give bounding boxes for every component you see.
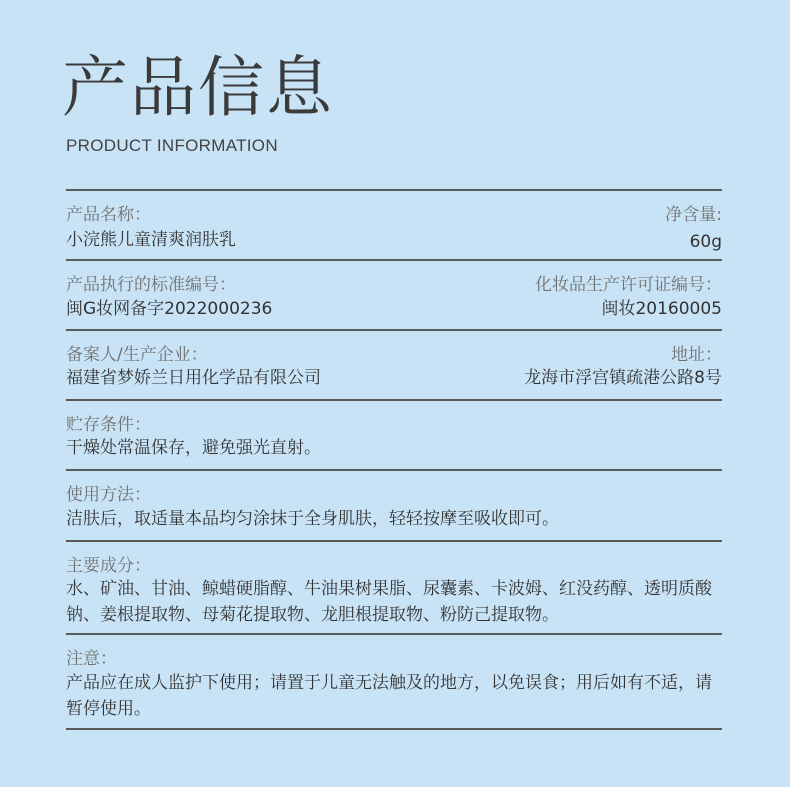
divider xyxy=(66,259,722,261)
address-value: 龙海市浮宫镇疏港公路8号 xyxy=(524,368,722,388)
license-no-label: 化妆品生产许可证编号： xyxy=(535,275,722,295)
page-subtitle: PRODUCT INFORMATION xyxy=(66,136,278,155)
usage-value: 洁肤后，取适量本品均匀涂抹于全身肌肤，轻轻按摩至吸收即可。 xyxy=(66,509,559,529)
ingredients-label: 主要成分： xyxy=(66,556,151,576)
notice-label: 注意： xyxy=(66,649,117,669)
divider xyxy=(66,399,722,401)
company-value: 福建省梦娇兰日用化学品有限公司 xyxy=(66,368,321,388)
product-name-label: 产品名称： xyxy=(66,205,151,225)
page-title: 产品信息 xyxy=(62,49,334,126)
notice-value: 产品应在成人监护下使用；请置于儿童无法触及的地方，以免误食；用后如有不适，请暂停使用。 xyxy=(66,673,712,719)
divider xyxy=(66,540,722,542)
net-content-value: 60g xyxy=(689,232,722,252)
usage-label: 使用方法： xyxy=(66,485,151,505)
divider xyxy=(66,189,722,191)
ingredients-value: 水、矿油、甘油、鲸蜡硬脂醇、牛油果树果脂、尿囊素、卡波姆、红没药醇、透明质酸钠、姜根提取物、母菊花提取物、龙胆根提取物、粉防己提取物。 xyxy=(66,579,712,625)
standard-no-value: 闽G妆网备字2022000236 xyxy=(66,299,273,319)
divider xyxy=(66,329,722,331)
divider xyxy=(66,633,722,635)
product-name-value: 小浣熊儿童清爽润肤乳 xyxy=(66,230,236,250)
divider xyxy=(66,728,722,730)
license-no-value: 闽妆20160005 xyxy=(601,299,722,319)
company-label: 备案人/生产企业： xyxy=(66,345,208,365)
divider xyxy=(66,469,722,471)
storage-value: 干燥处常温保存，避免强光直射。 xyxy=(66,438,321,458)
storage-label: 贮存条件： xyxy=(66,415,151,435)
address-label: 地址： xyxy=(671,345,722,365)
standard-no-label: 产品执行的标准编号： xyxy=(66,275,236,295)
net-content-label: 净含量: xyxy=(665,205,722,225)
